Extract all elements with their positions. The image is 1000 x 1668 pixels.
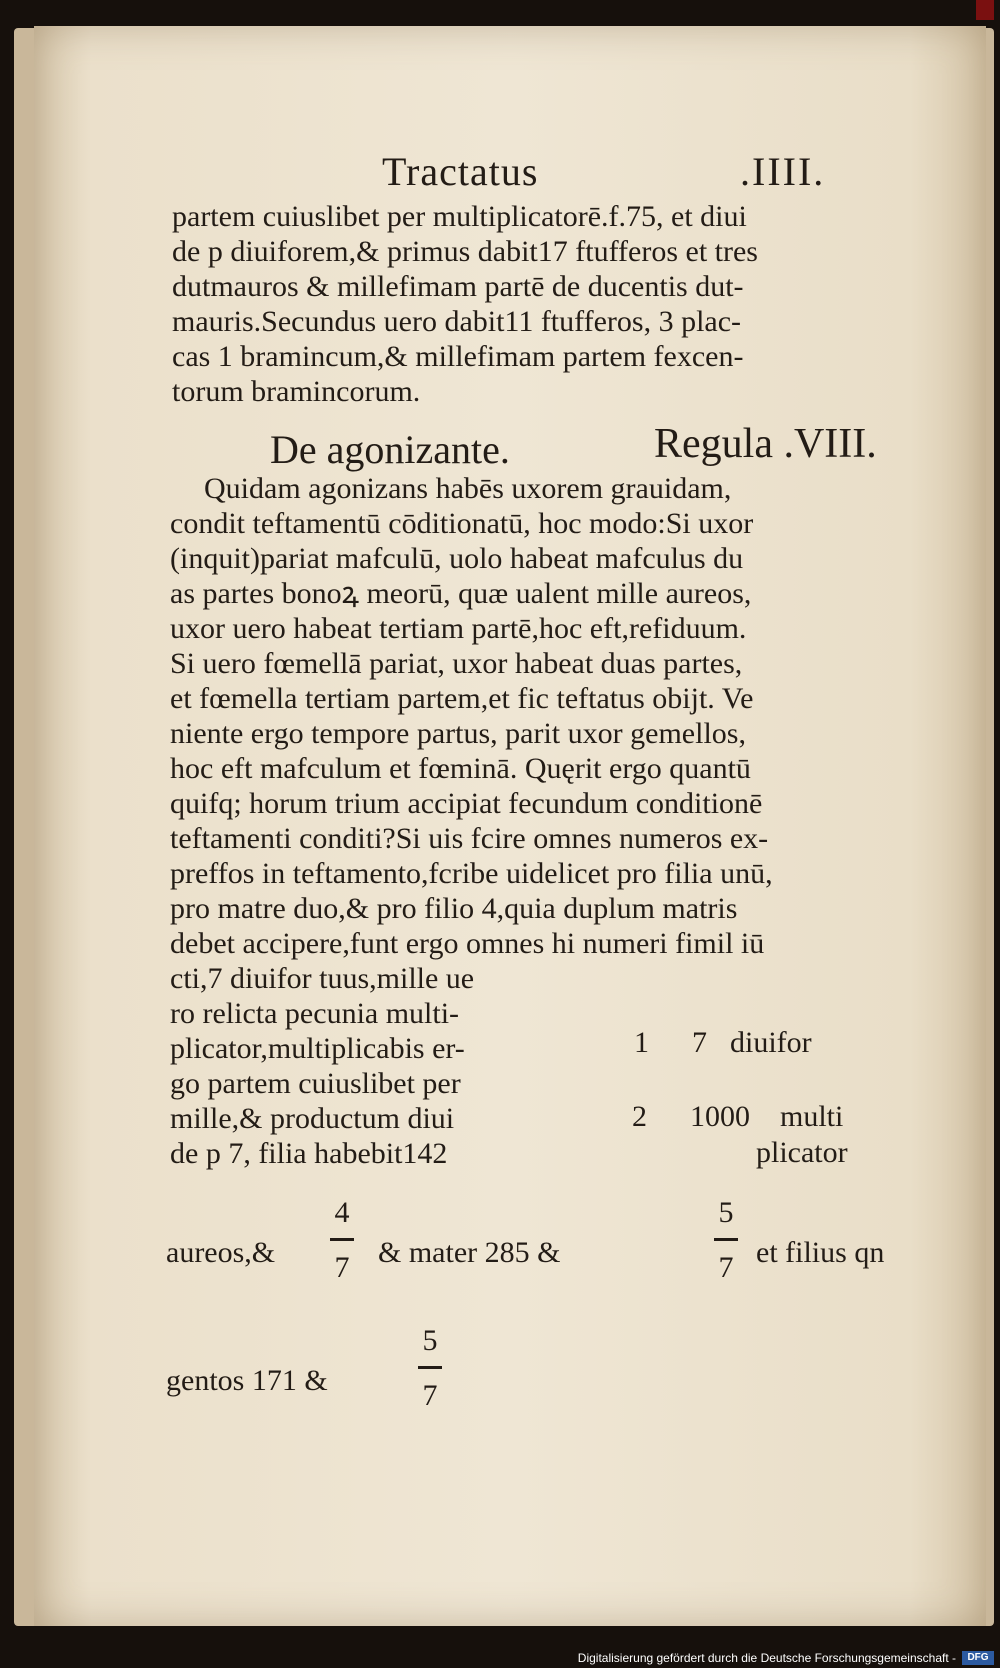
table-row-number: 2 [632,1100,647,1133]
folio: .IIII. [740,149,826,194]
body-line: condit teftamentū cōditionatū, hoc modo:Si uxor [170,507,754,540]
fraction-denominator: 7 [718,1251,734,1284]
dfg-logo: DFG [962,1651,994,1665]
table-row-number: 1 [634,1026,649,1059]
formula-suffix: et filius qn [756,1236,885,1269]
body-line: hoc eft mafculum et fœminā. Quęrit ergo quantū [170,752,751,785]
fraction-numerator: 5 [422,1324,438,1357]
text-line: dutmauros & millefimam partē de ducentis dut- [172,270,744,303]
running-head: Tractatus [382,149,539,194]
rule-heading: Regula .VIII. [654,421,877,467]
body-line: ro relicta pecunia multi- [170,997,460,1030]
text-line: de p diuiforem,& primus dabit17 ftufferos et tres [172,235,758,268]
body-line: Si uero fœmellā pariat, uxor habeat duas partes, [170,647,743,680]
fraction-numerator: 5 [718,1196,734,1229]
body-line: et fœmella tertiam partem,et fic teftatus obijt. Ve [170,682,754,715]
body-line: niente ergo tempore partus, parit uxor gemellos, [170,717,746,750]
section-heading: De agonizante. [270,427,510,472]
fraction-bar [714,1238,738,1241]
text-line: mauris.Secundus uero dabit11 ftufferos, 3 plac- [172,305,742,338]
table-value: 1000 [690,1100,750,1133]
text-line: torum bramincorum. [172,375,421,408]
table-label: diuifor [730,1026,812,1059]
text-line: cas 1 bramincum,& millefimam partem fexcen- [172,340,744,373]
fraction-bar [330,1238,354,1241]
text-line: partem cuiuslibet per multiplicatorē.f.75, et diui [172,200,747,233]
table-label: plicator [756,1136,848,1169]
fraction-denominator: 7 [422,1379,438,1412]
fraction-bar [418,1366,442,1369]
digitization-credit: Digitalisierung gefördert durch die Deutsche Forschungsgemeinschaft - [577,1651,956,1665]
table-label: multi [780,1100,844,1133]
formula-middle: & mater 285 & [378,1236,561,1269]
body-line: cti,7 diuifor tuus,mille ue [170,962,475,995]
body-line: quifq; horum trium accipiat fecundum conditionē [170,787,763,820]
fraction [714,1198,738,1283]
body-line: mille,& productum diui [170,1102,455,1135]
formula-prefix: gentos 171 & [166,1364,328,1397]
body-line: uxor uero habeat tertiam partē,hoc eft,refiduum. [170,612,747,645]
body-line: go partem cuiuslibet per [170,1067,461,1100]
body-line: de p 7, filia habebit142 [170,1137,448,1170]
fraction [330,1198,354,1283]
body-line: plicator,multiplicabis er- [170,1032,465,1065]
fraction-numerator: 4 [334,1196,350,1229]
formula-prefix: aureos,& [166,1236,276,1269]
book-page [34,26,986,1626]
body-line: preffos in teftamento,fcribe uidelicet pro filia unū, [170,857,773,890]
body-line: teftamenti conditi?Si uis fcire omnes numeros ex- [170,822,769,855]
body-line: (inquit)pariat mafculū, uolo habeat mafculus du [170,542,744,575]
body-line: debet accipere,funt ergo omnes hi numeri fimil iū [170,927,765,960]
fraction-denominator: 7 [334,1251,350,1284]
body-line: as partes bonoꝝ meorū, quæ ualent mille aureos, [170,577,752,610]
page-marker [976,0,994,20]
body-line: Quidam agonizans habēs uxorem grauidam, [204,472,732,505]
fraction [418,1326,442,1411]
body-line: pro matre duo,& pro filio 4,quia duplum matris [170,892,738,925]
table-value: 7 [692,1026,707,1059]
